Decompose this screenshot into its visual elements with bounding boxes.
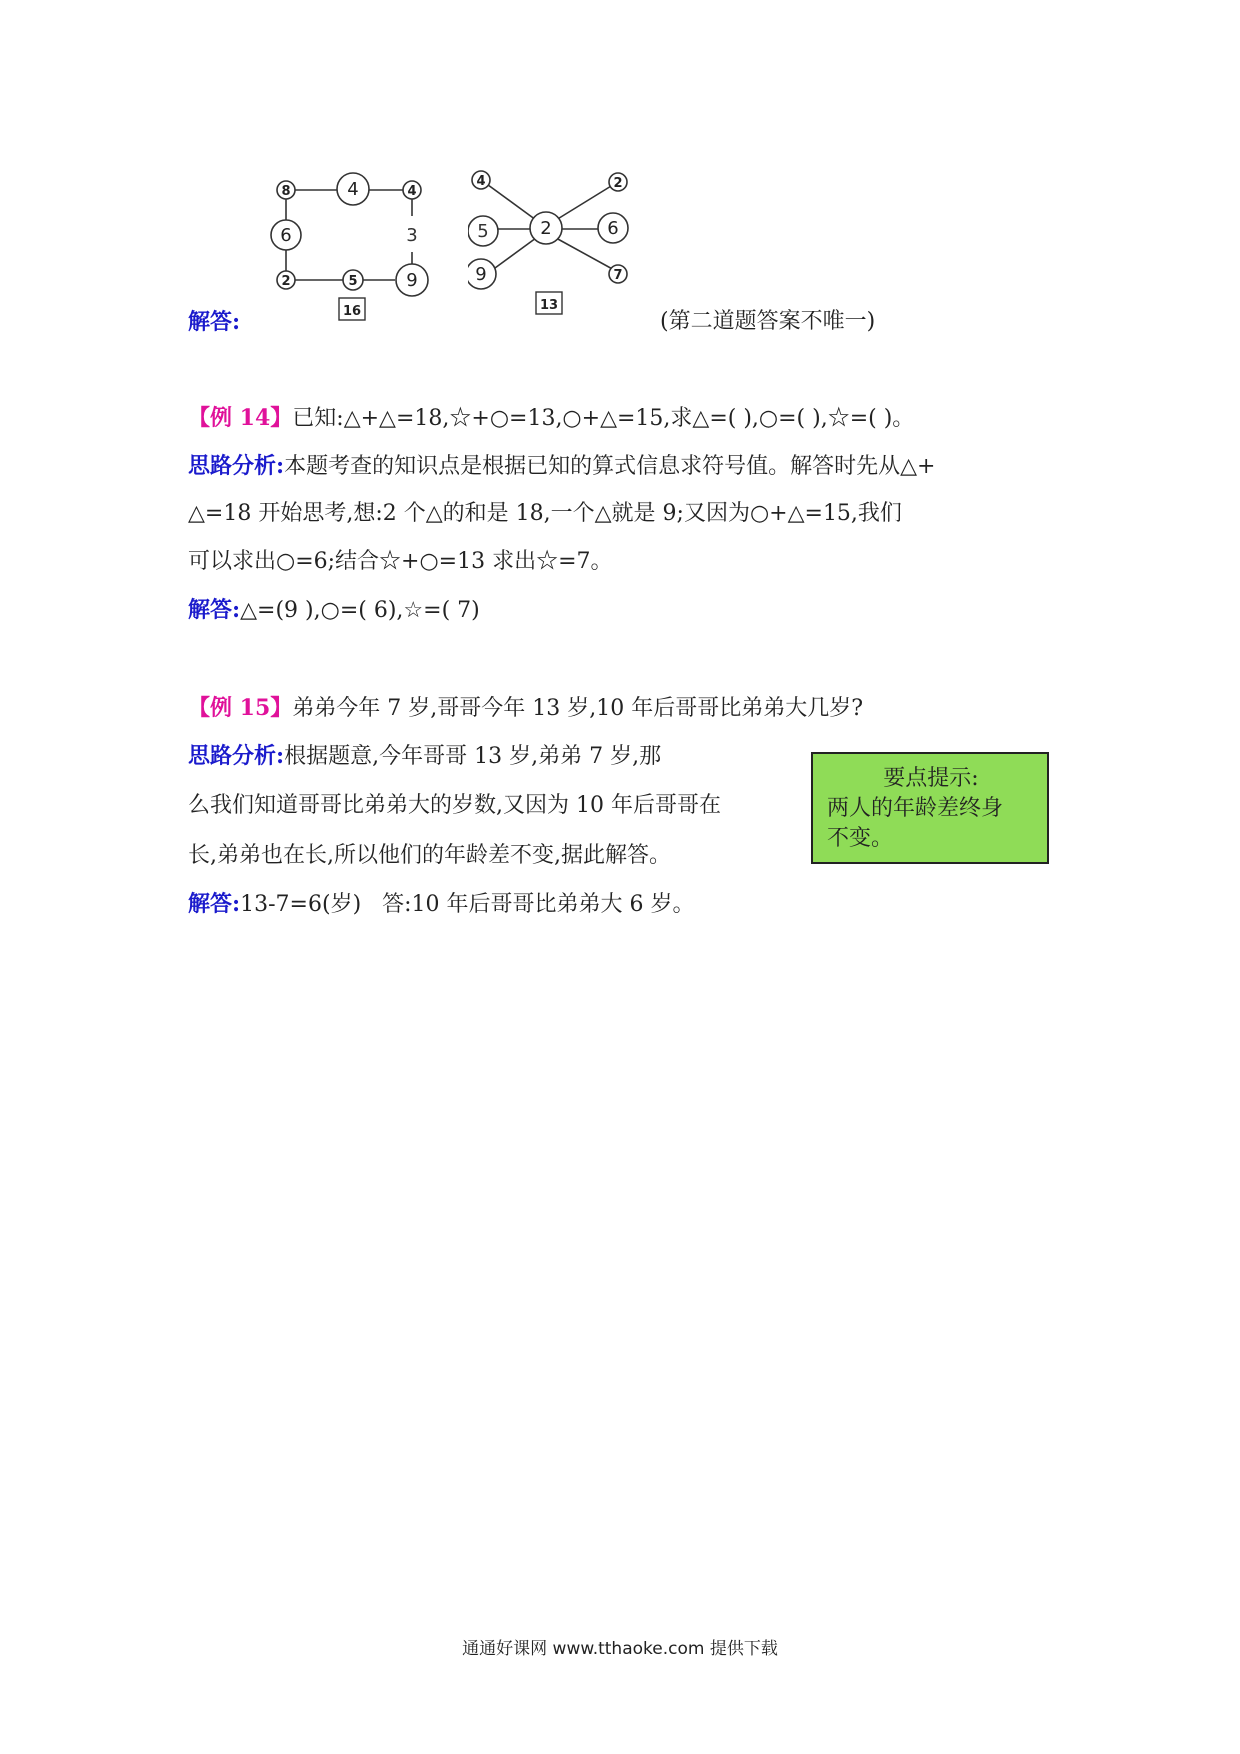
ex15-tag: 【例 15】 (188, 695, 293, 721)
ex15-answer-row (188, 889, 695, 920)
ex15-analysis-text: 根据题意,今年哥哥 13 岁,弟弟 7 岁,那 (284, 744, 662, 769)
star-node: 7 (613, 268, 623, 283)
ex15-analysis-row-3: 长,弟弟也在长,所以他们的年龄差不变,据此解答。 (188, 843, 671, 868)
star-node: 9 (475, 264, 487, 285)
star-node: 2 (613, 176, 623, 191)
ring-node: 4 (407, 184, 417, 199)
ex14-question-row (188, 403, 914, 434)
star-total: 13 (539, 298, 559, 313)
ex14-tag: 【例 14】 (188, 405, 293, 431)
ring-node: 8 (281, 184, 291, 199)
ex14-question: 已知:△+△=18,☆+○=13,○+△=15,求△=( ),○=( ),☆=( )。 (292, 406, 915, 431)
key-point-title: 要点提示: (883, 766, 979, 791)
ex15-analysis-row-1 (188, 741, 661, 772)
top-answer-row (188, 307, 240, 338)
key-point-box (811, 752, 1049, 864)
star-diagram (468, 168, 643, 328)
ex15-analysis-row-2: 么我们知道哥哥比弟弟大的岁数,又因为 10 年后哥哥在 (188, 793, 721, 818)
ring-node: 9 (406, 270, 418, 291)
ex15-answer: 13-7=6(岁) 答:10 年后哥哥比弟弟大 6 岁。 (240, 892, 695, 917)
ex14-analysis-text: 本题考查的知识点是根据已知的算式信息求符号值。解答时先从△+ (284, 454, 936, 479)
ring-node: 6 (280, 225, 292, 246)
key-point-text: 两人的年龄差终身 (827, 796, 1004, 821)
star-node: 2 (540, 218, 552, 239)
key-point-text: 不变。 (827, 826, 894, 851)
ring-diagram (265, 168, 440, 328)
ring-node: 4 (347, 179, 359, 200)
ring-total: 16 (342, 304, 362, 319)
ring-node: 2 (281, 274, 291, 289)
answer-note: (第二道题答案不唯一) (660, 309, 876, 334)
star-node: 4 (476, 174, 486, 189)
ex14-analysis-row-3: 可以求出○=6;结合☆+○=13 求出☆=7。 (188, 549, 613, 574)
ring-node: 5 (348, 274, 358, 289)
ex14-analysis-row-2: △=18 开始思考,想:2 个△的和是 18,一个△就是 9;又因为○+△=15,我们 (188, 501, 902, 526)
analysis-label: 思路分析: (188, 743, 285, 769)
star-node: 6 (607, 218, 619, 239)
ring-node: 3 (406, 225, 418, 246)
answer-label: 解答: (188, 597, 241, 623)
ex14-answer-row (188, 595, 480, 626)
footer-credit: 通通好课网 www.tthaoke.com 提供下载 (462, 1639, 778, 1659)
answer-label: 解答: (188, 891, 241, 917)
ex15-question: 弟弟今年 7 岁,哥哥今年 13 岁,10 年后哥哥比弟弟大几岁? (292, 696, 864, 721)
ex14-answer: △=(9 ),○=( 6),☆=( 7) (240, 598, 480, 623)
ex14-analysis-row-1 (188, 451, 935, 482)
answer-label: 解答: (188, 309, 241, 335)
ex15-question-row (188, 693, 863, 724)
analysis-label: 思路分析: (188, 453, 285, 479)
star-node: 5 (477, 221, 489, 242)
